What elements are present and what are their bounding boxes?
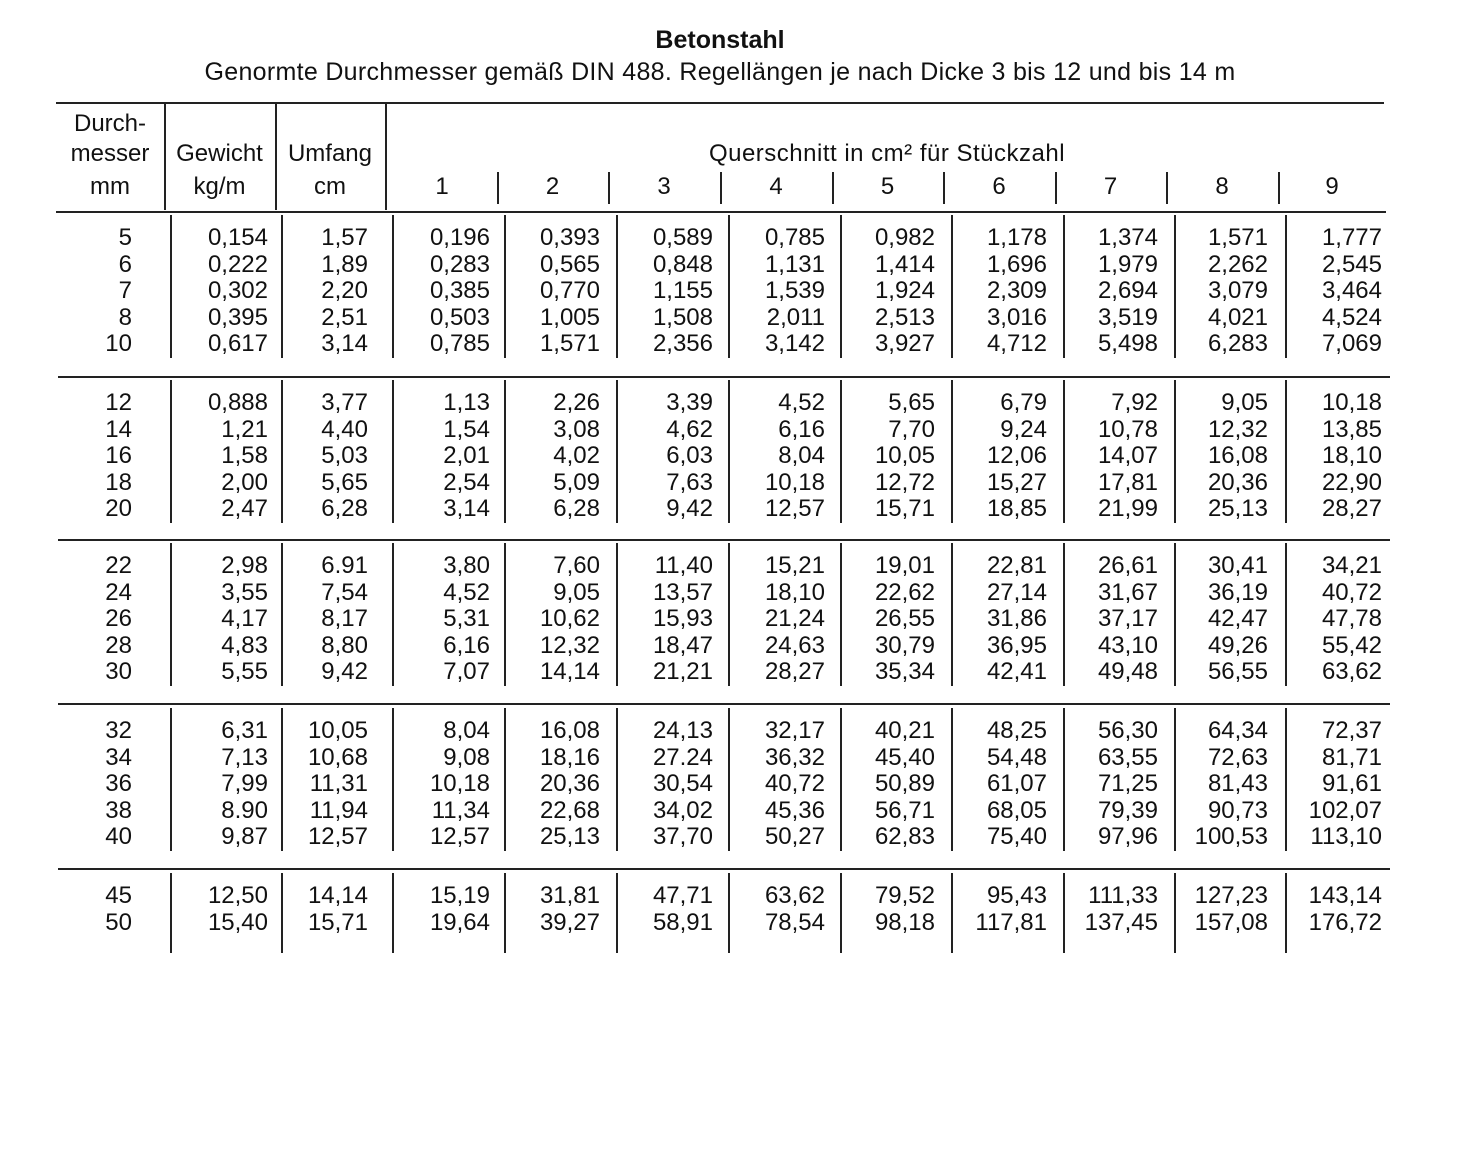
header-durchmesser-unit: mm xyxy=(90,173,130,200)
umfang-cell: 3,77 4,40 5,03 5,65 6,28 xyxy=(321,389,368,522)
querschnitt-2-cell: 31,81 39,27 xyxy=(539,882,600,936)
count-header: 2 xyxy=(545,173,560,200)
querschnitt-9-cell: 10,18 13,85 18,10 22,90 28,27 xyxy=(1321,389,1382,522)
gewicht-cell: 12,50 15,40 xyxy=(207,882,268,936)
header-querschnitt: Querschnitt in cm² für Stückzahl xyxy=(708,140,1066,167)
querschnitt-9-cell: 34,21 40,72 47,78 55,42 63,62 xyxy=(1321,552,1382,685)
querschnitt-1-cell: 15,19 19,64 xyxy=(429,882,490,936)
querschnitt-8-cell: 9,05 12,32 16,08 20,36 25,13 xyxy=(1207,389,1268,522)
querschnitt-8-cell: 64,34 72,63 81,43 90,73 100,53 xyxy=(1194,717,1268,850)
querschnitt-4-cell: 4,52 6,16 8,04 10,18 12,57 xyxy=(764,389,825,522)
group-separator-rule xyxy=(58,868,1390,870)
querschnitt-2-cell: 7,60 9,05 10,62 12,32 14,14 xyxy=(539,552,600,685)
querschnitt-3-cell: 24,13 27.24 30,54 34,02 37,70 xyxy=(652,717,713,850)
count-header: 1 xyxy=(435,173,449,200)
querschnitt-1-cell: 8,04 9,08 10,18 11,34 12,57 xyxy=(429,717,490,850)
querschnitt-8-cell: 30,41 36,19 42,47 49,26 56,55 xyxy=(1207,552,1268,685)
querschnitt-6-cell: 22,81 27,14 31,86 36,95 42,41 xyxy=(986,552,1047,685)
gewicht-cell: 2,98 3,55 4,17 4,83 5,55 xyxy=(221,552,268,685)
count-header: 7 xyxy=(1103,173,1118,200)
count-header: 9 xyxy=(1325,173,1339,200)
umfang-cell: 14,14 15,71 xyxy=(307,882,368,936)
querschnitt-5-cell: 19,01 22,62 26,55 30,79 35,34 xyxy=(874,552,935,685)
count-header: 4 xyxy=(769,173,783,200)
durchmesser-cell: 45 50 xyxy=(105,882,132,936)
gewicht-cell: 0,888 1,21 1,58 2,00 2,47 xyxy=(207,389,268,522)
querschnitt-3-cell: 47,71 58,91 xyxy=(652,882,713,936)
querschnitt-6-cell: 48,25 54,48 61,07 68,05 75,40 xyxy=(986,717,1047,850)
gewicht-cell: 0,154 0,222 0,302 0,395 0,617 xyxy=(207,224,268,357)
count-header: 8 xyxy=(1215,173,1229,200)
group-separator-rule xyxy=(58,376,1390,378)
header-umfang: Umfang xyxy=(287,140,373,167)
gewicht-cell: 6,31 7,13 7,99 8.90 9,87 xyxy=(221,717,268,850)
durchmesser-cell: 22 24 26 28 30 xyxy=(105,552,132,685)
querschnitt-7-cell: 7,92 10,78 14,07 17,81 21,99 xyxy=(1097,389,1158,522)
querschnitt-4-cell: 0,785 1,131 1,539 2,011 3,142 xyxy=(764,224,825,357)
querschnitt-2-cell: 2,26 3,08 4,02 5,09 6,28 xyxy=(553,389,600,522)
group-separator-rule xyxy=(58,703,1390,705)
querschnitt-7-cell: 1,374 1,979 2,694 3,519 5,498 xyxy=(1097,224,1158,357)
querschnitt-1-cell: 1,13 1,54 2,01 2,54 3,14 xyxy=(443,389,490,522)
header-durchmesser-line1: Durch- xyxy=(73,110,146,137)
durchmesser-cell: 32 34 36 38 40 xyxy=(105,717,132,850)
querschnitt-8-cell: 1,571 2,262 3,079 4,021 6,283 xyxy=(1207,224,1268,357)
querschnitt-5-cell: 5,65 7,70 10,05 12,72 15,71 xyxy=(874,389,935,522)
querschnitt-3-cell: 11,40 13,57 15,93 18,47 21,21 xyxy=(652,552,713,685)
querschnitt-9-cell: 1,777 2,545 3,464 4,524 7,069 xyxy=(1321,224,1382,357)
header-durchmesser-line2: messer xyxy=(70,140,150,167)
querschnitt-9-cell: 143,14 176,72 xyxy=(1308,882,1382,936)
durchmesser-cell: 12 14 16 18 20 xyxy=(105,389,132,522)
querschnitt-1-cell: 3,80 4,52 5,31 6,16 7,07 xyxy=(443,552,490,685)
group-separator-rule xyxy=(58,539,1390,541)
umfang-cell: 10,05 10,68 11,31 11,94 12,57 xyxy=(307,717,368,850)
umfang-cell: 6.91 7,54 8,17 8,80 9,42 xyxy=(321,552,368,685)
querschnitt-3-cell: 0,589 0,848 1,155 1,508 2,356 xyxy=(652,224,713,357)
querschnitt-7-cell: 26,61 31,67 37,17 43,10 49,48 xyxy=(1097,552,1158,685)
page-subtitle: Genormte Durchmesser gemäß DIN 488. Regellängen je nach Dicke 3 bis 12 und bis 14 m xyxy=(204,58,1236,86)
count-header: 6 xyxy=(992,173,1006,200)
querschnitt-6-cell: 95,43 117,81 xyxy=(975,882,1047,936)
querschnitt-4-cell: 32,17 36,32 40,72 45,36 50,27 xyxy=(764,717,825,850)
page-title: Betonstahl xyxy=(655,26,785,54)
querschnitt-3-cell: 3,39 4,62 6,03 7,63 9,42 xyxy=(666,389,713,522)
querschnitt-4-cell: 15,21 18,10 21,24 24,63 28,27 xyxy=(764,552,825,685)
header-gewicht-unit: kg/m xyxy=(193,173,246,200)
querschnitt-7-cell: 111,33 137,45 xyxy=(1084,882,1158,936)
querschnitt-2-cell: 0,393 0,565 0,770 1,005 1,571 xyxy=(539,224,600,357)
querschnitt-1-cell: 0,196 0,283 0,385 0,503 0,785 xyxy=(429,224,490,357)
header-bottom-rule xyxy=(56,211,1386,213)
querschnitt-6-cell: 6,79 9,24 12,06 15,27 18,85 xyxy=(986,389,1047,522)
querschnitt-4-cell: 63,62 78,54 xyxy=(764,882,825,936)
durchmesser-cell: 5 6 7 8 10 xyxy=(105,224,132,357)
count-header: 5 xyxy=(880,173,895,200)
querschnitt-7-cell: 56,30 63,55 71,25 79,39 97,96 xyxy=(1097,717,1158,850)
querschnitt-5-cell: 40,21 45,40 50,89 56,71 62,83 xyxy=(874,717,935,850)
header-umfang-unit: cm xyxy=(314,173,346,200)
querschnitt-6-cell: 1,178 1,696 2,309 3,016 4,712 xyxy=(986,224,1047,357)
querschnitt-5-cell: 0,982 1,414 1,924 2,513 3,927 xyxy=(874,224,935,357)
querschnitt-8-cell: 127,23 157,08 xyxy=(1194,882,1268,936)
header-gewicht: Gewicht xyxy=(176,140,263,167)
table-top-rule xyxy=(56,102,1384,104)
count-header: 3 xyxy=(657,173,671,200)
umfang-cell: 1,57 1,89 2,20 2,51 3,14 xyxy=(321,224,368,357)
querschnitt-5-cell: 79,52 98,18 xyxy=(874,882,935,936)
querschnitt-2-cell: 16,08 18,16 20,36 22,68 25,13 xyxy=(539,717,600,850)
querschnitt-9-cell: 72,37 81,71 91,61 102,07 113,10 xyxy=(1308,717,1382,850)
